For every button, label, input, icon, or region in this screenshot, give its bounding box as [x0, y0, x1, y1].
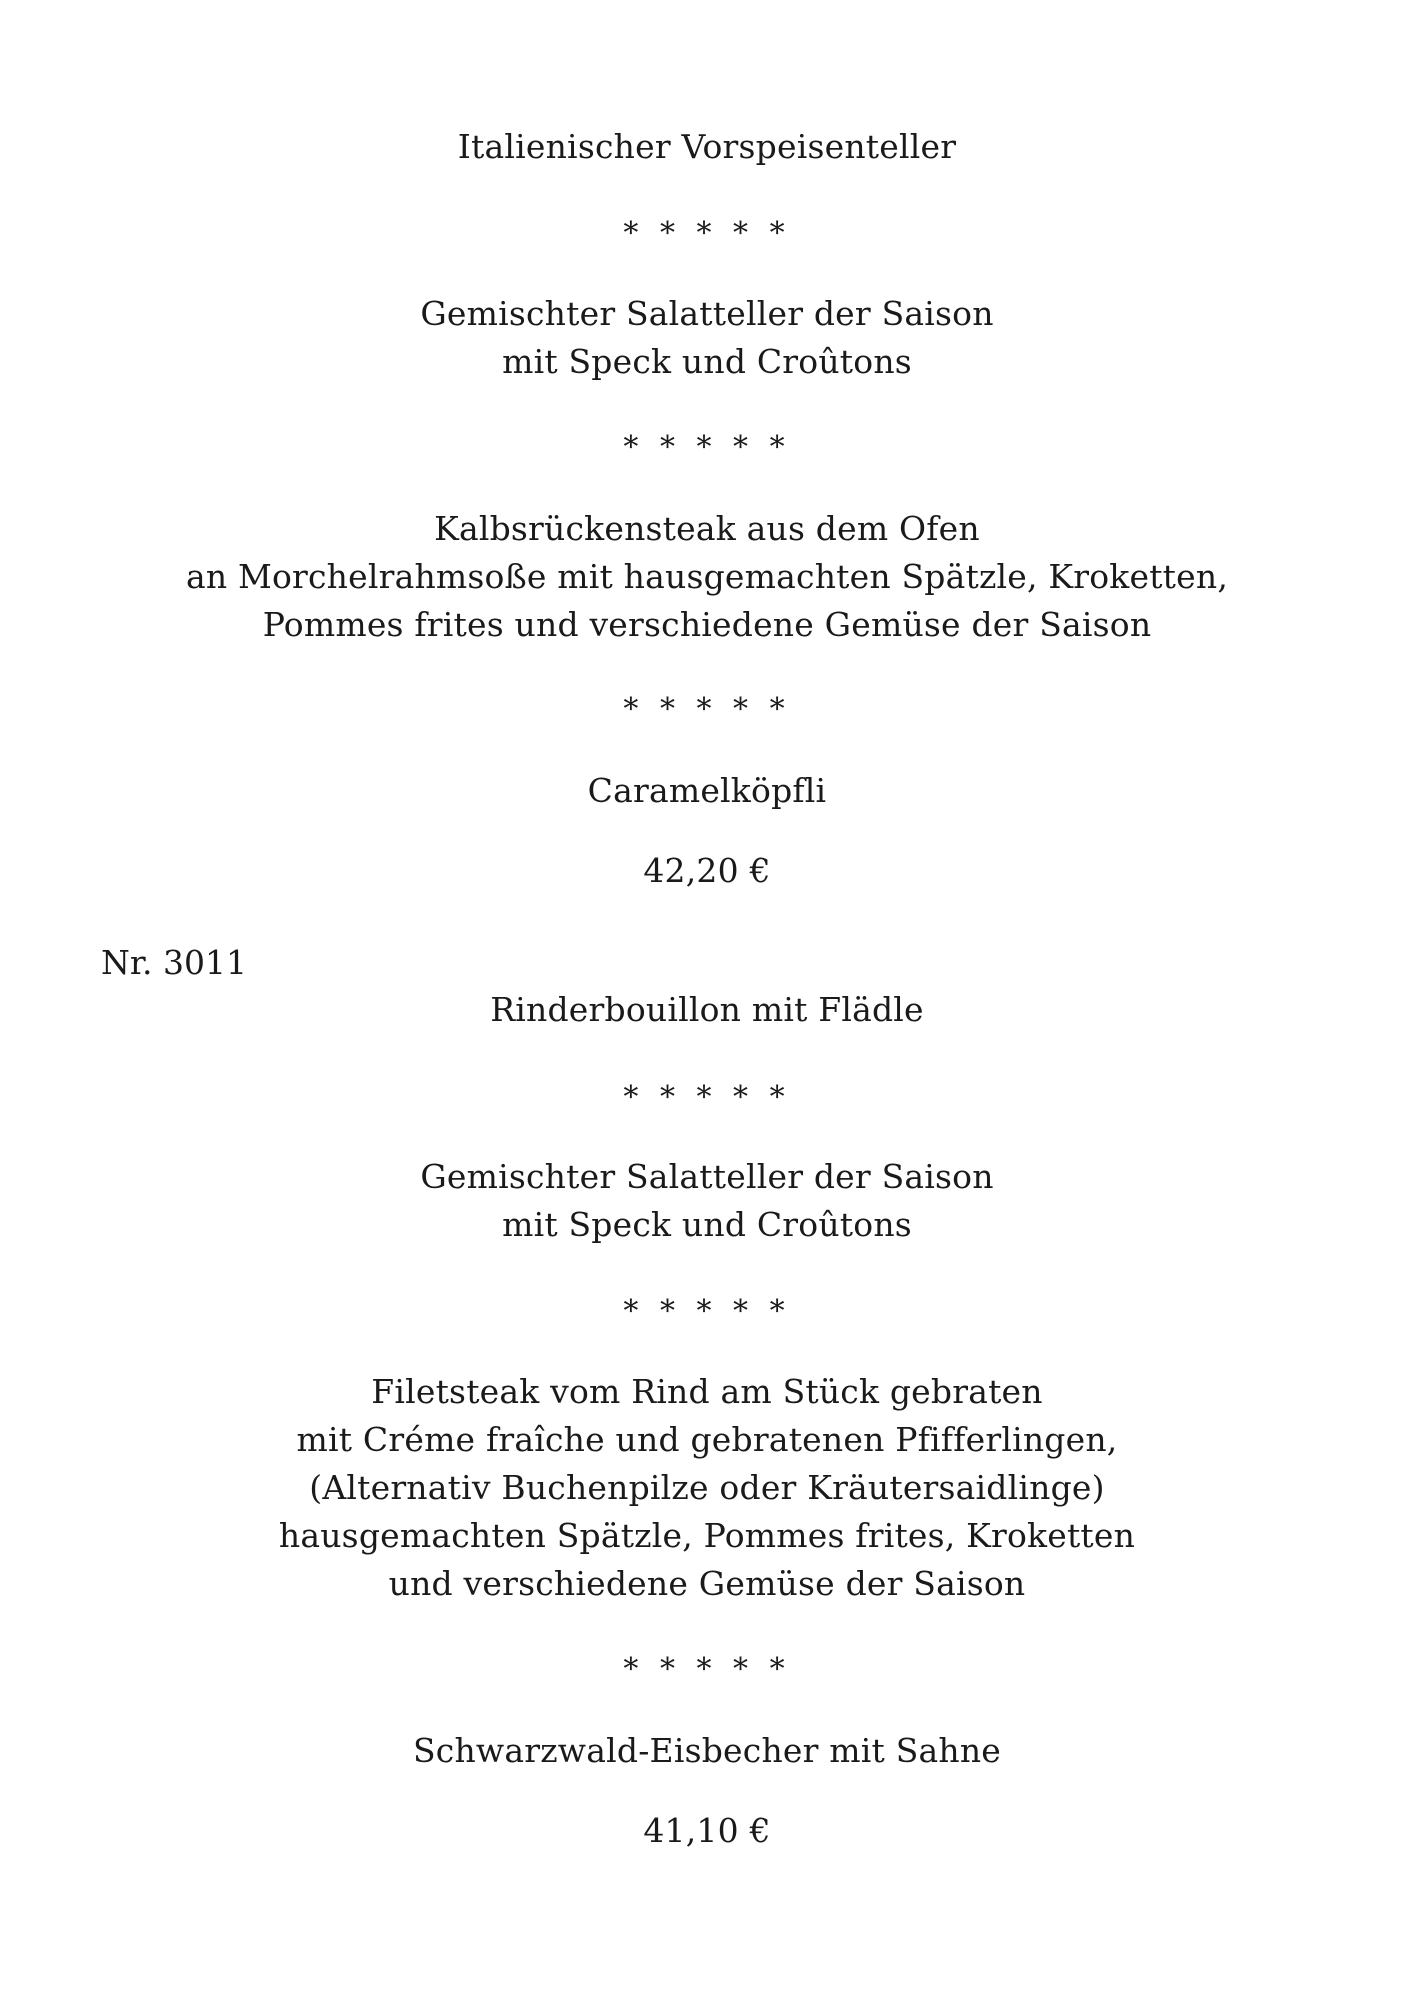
menu-a-main-detail-1: an Morchelrahmsoße mit hausgemachten Spätzle, Kroketten, [185, 557, 1229, 596]
menu-b-separator-2: * * * * * [623, 1294, 791, 1329]
menu-a-main-title: Kalbsrückensteak aus dem Ofen [434, 509, 980, 548]
menu-a-salad-title: Gemischter Salatteller der Saison [420, 294, 994, 333]
menu-a-starter: Italienischer Vorspeisenteller [457, 127, 957, 166]
menu-a-separator-3: * * * * * [623, 692, 791, 727]
menu-b-number: Nr. 3011 [101, 943, 247, 982]
menu-b-main-detail-3: hausgemachten Spätzle, Pommes frites, Kroketten [278, 1516, 1136, 1555]
menu-a-separator-1: * * * * * [623, 216, 791, 251]
menu-b-starter: Rinderbouillon mit Flädle [490, 990, 924, 1029]
menu-b-salad-title: Gemischter Salatteller der Saison [420, 1157, 994, 1196]
menu-a-separator-2: * * * * * [623, 430, 791, 465]
menu-b-main-detail-2: (Alternativ Buchenpilze oder Kräutersaidlinge) [309, 1468, 1105, 1507]
menu-b-main-detail-4: und verschiedene Gemüse der Saison [388, 1564, 1026, 1603]
menu-b-dessert: Schwarzwald-Eisbecher mit Sahne [412, 1731, 1002, 1770]
menu-a-price: 42,20 € [643, 851, 771, 890]
menu-b-separator-3: * * * * * [623, 1652, 791, 1687]
menu-b-salad-detail: mit Speck und Croûtons [502, 1205, 912, 1244]
menu-a-salad-detail: mit Speck und Croûtons [502, 342, 912, 381]
menu-b-main-detail-1: mit Créme fraîche und gebratenen Pfifferlingen, [296, 1420, 1118, 1459]
menu-b-separator-1: * * * * * [623, 1080, 791, 1115]
menu-a-main-detail-2: Pommes frites und verschiedene Gemüse der Saison [262, 605, 1152, 644]
menu-b-price: 41,10 € [643, 1811, 771, 1850]
menu-b-main-title: Filetsteak vom Rind am Stück gebraten [371, 1372, 1043, 1411]
menu-a-dessert: Caramelköpfli [587, 771, 827, 810]
